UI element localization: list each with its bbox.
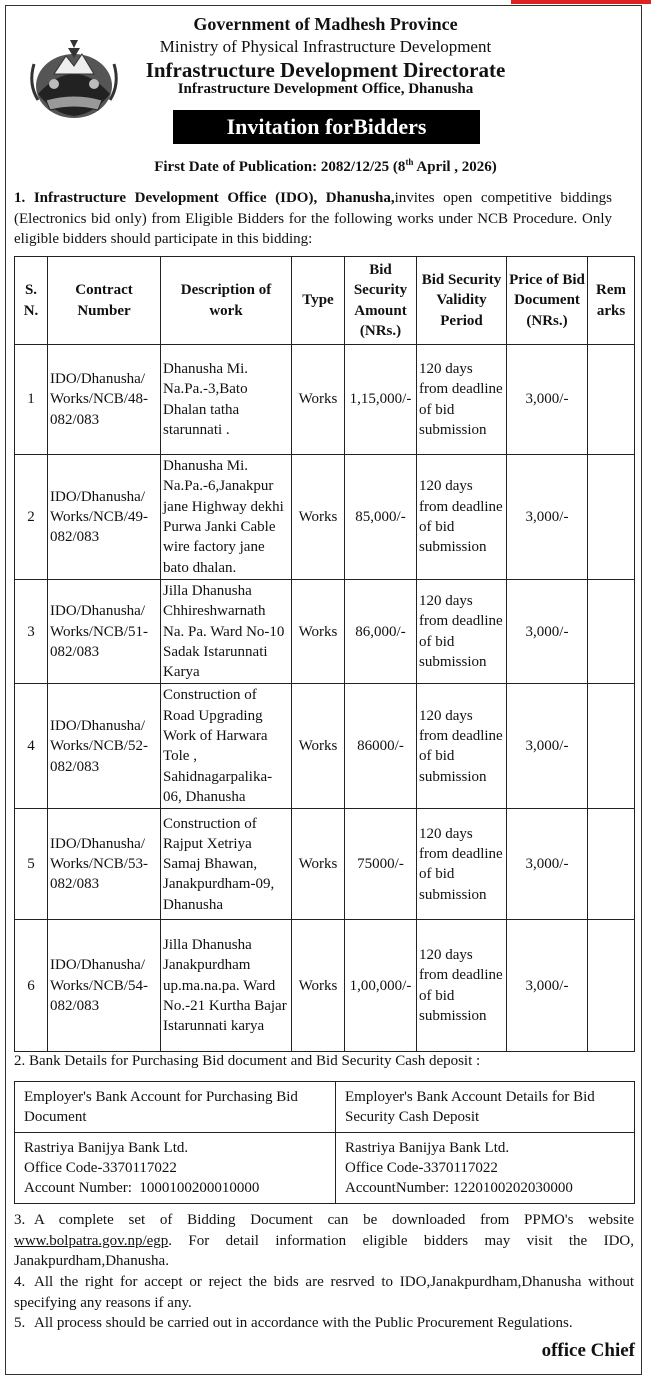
remarks-cell bbox=[588, 684, 635, 809]
col-header: Price of Bid Document (NRs.) bbox=[507, 257, 588, 345]
description-cell: Jilla Dhanusha Janakpurdham up.ma.na.pa. Ward No.-21 Kurtha Bajar Istarunnati karya bbox=[161, 920, 292, 1052]
type-cell: Works bbox=[292, 455, 345, 580]
sn-cell: 3 bbox=[15, 580, 48, 684]
type-cell: Works bbox=[292, 809, 345, 920]
contract-cell: IDO/Dhanusha/ Works/NCB/53-082/083 bbox=[48, 809, 161, 920]
bank-left-details bbox=[15, 1133, 336, 1204]
intro-paragraph: 1. Infrastructure Development Office (IDO), Dhanusha,invites open competitive biddings (Electronics bid only) from Eligible Bidders for the following works under NCB Procedure. Only eligible bidders should participate in this bidding: bbox=[14, 190, 612, 247]
col-header: S. N. bbox=[15, 257, 48, 345]
directorate-title: Infrastructure Development Directorate bbox=[145, 58, 506, 82]
col-header: Bid Security Amount (NRs.) bbox=[345, 257, 417, 345]
works-table bbox=[14, 256, 635, 1052]
price-cell: 3,000/- bbox=[507, 455, 588, 580]
validity-cell: 120 days from deadline of bid submission bbox=[417, 809, 507, 920]
col-header: Bid Security Validity Period bbox=[417, 257, 507, 345]
notice-banner: Invitation forBidders bbox=[173, 110, 480, 144]
contract-cell: IDO/Dhanusha/ Works/NCB/54-082/083 bbox=[48, 920, 161, 1052]
price-cell: 3,000/- bbox=[507, 684, 588, 809]
remarks-cell bbox=[588, 920, 635, 1052]
office-code: Office Code-3370117022 bbox=[24, 1160, 177, 1176]
bank-right-title: Employer's Bank Account Details for Bid Security Cash Deposit bbox=[336, 1082, 635, 1133]
amount-cell: 1,00,000/- bbox=[345, 920, 417, 1052]
publication-date: First Date of Publication: 2082/12/25 (8th April , 2026) bbox=[154, 157, 497, 175]
office-title: Infrastructure Development Office, Dhanusha bbox=[177, 81, 474, 97]
note-3: 3. A complete set of Bidding Document can be downloaded from PPMO's website www.bolpatra.gov.np/egp. For detail information eligible bidders may visit the IDO, Janakpurdham,Dhanusha. bbox=[14, 1212, 634, 1269]
bank-name: Rastriya Banijya Bank Ltd. bbox=[345, 1140, 510, 1156]
sn-cell: 2 bbox=[15, 455, 48, 580]
bank-table bbox=[14, 1081, 635, 1204]
remarks-cell bbox=[588, 345, 635, 455]
remarks-cell bbox=[588, 455, 635, 580]
amount-cell: 85,000/- bbox=[345, 455, 417, 580]
table-row bbox=[15, 455, 635, 580]
sn-cell: 4 bbox=[15, 684, 48, 809]
price-cell: 3,000/- bbox=[507, 345, 588, 455]
type-cell: Works bbox=[292, 684, 345, 809]
remarks-cell bbox=[588, 809, 635, 920]
type-cell: Works bbox=[292, 920, 345, 1052]
table-row bbox=[15, 809, 635, 920]
table-row bbox=[15, 920, 635, 1052]
ppmo-link[interactable]: www.bolpatra.gov.np/egp bbox=[14, 1232, 169, 1249]
amount-cell: 86,000/- bbox=[345, 580, 417, 684]
contract-cell: IDO/Dhanusha/ Works/NCB/52-082/083 bbox=[48, 684, 161, 809]
table-row bbox=[15, 580, 635, 684]
signature: office Chief bbox=[541, 1340, 635, 1361]
price-cell: 3,000/- bbox=[507, 809, 588, 920]
col-header: Type bbox=[292, 257, 345, 345]
type-cell: Works bbox=[292, 580, 345, 684]
contract-cell: IDO/Dhanusha/ Works/NCB/48-082/083 bbox=[48, 345, 161, 455]
government-title: Government of Madhesh Province bbox=[193, 14, 458, 34]
bank-right-details bbox=[336, 1133, 635, 1204]
col-header: Rem arks bbox=[588, 257, 635, 345]
note-5: 5. All process should be carried out in accordance with the Public Procurement Regulations. bbox=[14, 1315, 573, 1331]
validity-cell: 120 days from deadline of bid submission bbox=[417, 920, 507, 1052]
sn-cell: 5 bbox=[15, 809, 48, 920]
note-4: 4. All the right for accept or reject the bids are resrved to IDO,Janakpurdham,Dhanusha without specifying any reasons if any. bbox=[14, 1274, 634, 1311]
remarks-cell bbox=[588, 580, 635, 684]
col-header: Description of work bbox=[161, 257, 292, 345]
description-cell: Construction of Rajput Xetriya Samaj Bhawan, Janakpurdham-09, Dhanusha bbox=[161, 809, 292, 920]
table-header-row bbox=[15, 257, 635, 345]
sn-cell: 1 bbox=[15, 345, 48, 455]
contract-cell: IDO/Dhanusha/ Works/NCB/49-082/083 bbox=[48, 455, 161, 580]
description-cell: Dhanusha Mi. Na.Pa.-3,Bato Dhalan tatha starunnati . bbox=[161, 345, 292, 455]
description-cell: Construction of Road Upgrading Work of Harwara Tole , Sahidnagarpalika-06, Dhanusha bbox=[161, 684, 292, 809]
contract-cell: IDO/Dhanusha/ Works/NCB/51-082/083 bbox=[48, 580, 161, 684]
description-cell: Jilla Dhanusha Chhireshwarnath Na. Pa. Ward No-10 Sadak Istarunnati Karya bbox=[161, 580, 292, 684]
office-code: Office Code-3370117022 bbox=[345, 1160, 498, 1176]
amount-cell: 75000/- bbox=[345, 809, 417, 920]
amount-cell: 86000/- bbox=[345, 684, 417, 809]
validity-cell: 120 days from deadline of bid submission bbox=[417, 684, 507, 809]
validity-cell: 120 days from deadline of bid submission bbox=[417, 345, 507, 455]
ministry-title: Ministry of Physical Infrastructure Development bbox=[159, 37, 492, 56]
price-cell: 3,000/- bbox=[507, 920, 588, 1052]
validity-cell: 120 days from deadline of bid submission bbox=[417, 580, 507, 684]
account-number: AccountNumber: 1220100202030000 bbox=[345, 1180, 573, 1196]
account-number: Account Number: 1000100200010000 bbox=[24, 1180, 260, 1196]
bank-intro: 2. Bank Details for Purchasing Bid document and Bid Security Cash deposit : bbox=[14, 1053, 481, 1069]
price-cell: 3,000/- bbox=[507, 580, 588, 684]
corner-mark bbox=[511, 0, 651, 4]
validity-cell: 120 days from deadline of bid submission bbox=[417, 455, 507, 580]
sn-cell: 6 bbox=[15, 920, 48, 1052]
amount-cell: 1,15,000/- bbox=[345, 345, 417, 455]
bank-name: Rastriya Banijya Bank Ltd. bbox=[24, 1140, 189, 1156]
type-cell: Works bbox=[292, 345, 345, 455]
col-header: Contract Number bbox=[48, 257, 161, 345]
bank-left-title: Employer's Bank Account for Purchasing Bid Document bbox=[15, 1082, 336, 1133]
description-cell: Dhanusha Mi. Na.Pa.-6,Janakpur jane Highway dekhi Purwa Janki Cable wire factory jane bato dhalan. bbox=[161, 455, 292, 580]
table-row bbox=[15, 684, 635, 809]
table-row bbox=[15, 345, 635, 455]
